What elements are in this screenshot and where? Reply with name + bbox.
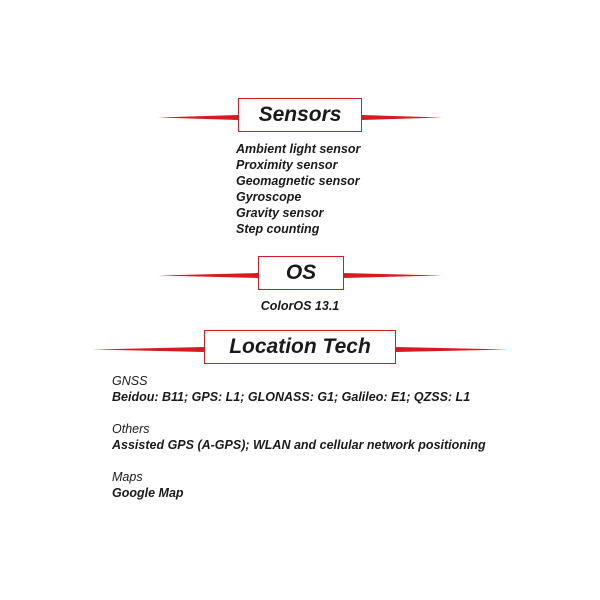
location-details — [112, 373, 486, 517]
sensor-item: Gravity sensor — [236, 206, 324, 220]
header-decoration-left — [158, 273, 258, 278]
location-group-label: Others — [112, 422, 150, 436]
sensor-item: Ambient light sensor — [236, 142, 361, 156]
location-title: Location Tech — [229, 335, 371, 358]
location-group-gnss — [112, 373, 486, 405]
header-decoration-left — [158, 115, 238, 120]
sensor-item: Geomagnetic sensor — [236, 174, 360, 188]
sensors-list — [236, 141, 360, 237]
header-decoration-right — [362, 115, 442, 120]
os-title: OS — [285, 261, 317, 284]
os-section-header — [158, 256, 442, 294]
location-group-value: Beidou: B11; GPS: L1; GLONASS: G1; Galileo: E1; QZSS: L1 — [112, 390, 471, 404]
location-group-label: GNSS — [112, 374, 148, 388]
sensor-item: Gyroscope — [236, 190, 302, 204]
header-decoration-left — [92, 347, 204, 352]
os-value: ColorOS 13.1 — [260, 299, 340, 313]
sensor-item: Proximity sensor — [236, 158, 338, 172]
header-decoration-right — [396, 347, 508, 352]
sensors-section-header — [158, 98, 442, 136]
os-title-box — [258, 256, 344, 290]
location-section-header — [92, 330, 508, 368]
location-group-others — [112, 421, 486, 453]
header-decoration-right — [342, 273, 442, 278]
location-group-value: Assisted GPS (A-GPS); WLAN and cellular network positioning — [112, 438, 486, 452]
sensor-item: Step counting — [236, 222, 320, 236]
sensors-title: Sensors — [258, 103, 342, 126]
sensors-title-box — [238, 98, 362, 132]
location-group-label: Maps — [112, 470, 143, 484]
location-group-maps — [112, 469, 486, 501]
location-group-value: Google Map — [112, 486, 184, 500]
location-title-box — [204, 330, 396, 364]
